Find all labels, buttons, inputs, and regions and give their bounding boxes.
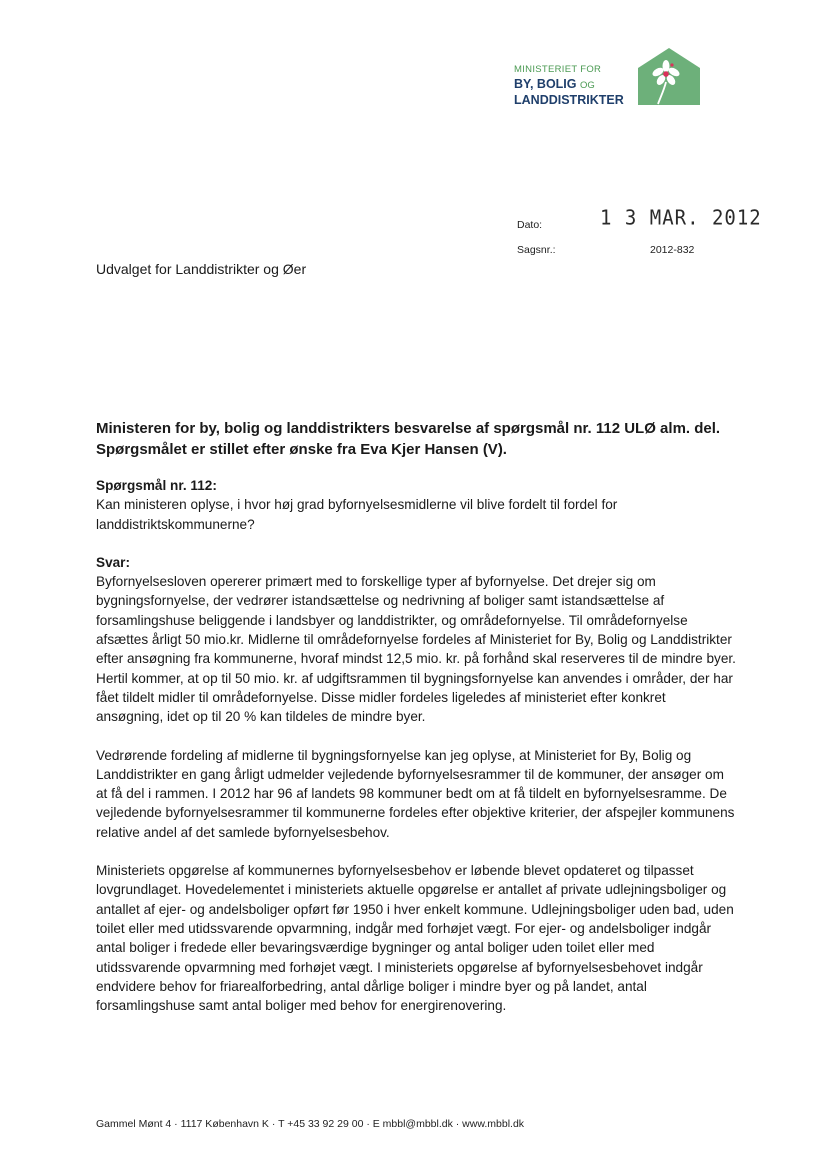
date-label: Dato: — [517, 219, 543, 231]
logo-line2-small: OG — [580, 80, 595, 91]
answer-paragraph-1: Byfornyelsesloven opererer primært med to forskellige typer af byfornyelse. Det drejer sig om bygningsfornyelse, der vedrører istandsættelse og nedrivning af boliger samt istandsættelse af forsamlingshuse beliggende i landsbyer og landdistrikter, og områdefornyelse. Til områdefornyelse afsættes årligt 50 mio.kr. Midlerne til områdefornyelse fordeles af Ministeriet for By, Bolig og Landdistrikter efter ansøgning fra kommunerne, hvoraf mindst 12,5 mio. kr. på forhånd skal reserveres til de mindre byer. Hertil kommer, at op til 50 mio. kr. af udgiftsrammen til bygningsfornyelse kan anvendes i områder, der har fået tildelt midler til områdefornyelse. Disse midler fordeles ligeledes af ministeriet efter konkret ansøgning, idet op til 20 % kan tildeles de mindre byer. — [96, 574, 736, 725]
document-title: Ministeren for by, bolig og landdistrikters besvarelse af spørgsmål nr. 112 ULØ alm. del. Spørgsmålet er stillet efter ønske fra Eva Kjer Hansen (V). — [96, 420, 721, 458]
logo-line1: MINISTERIET FOR — [514, 64, 602, 75]
case-number-label: Sagsnr.: — [517, 244, 556, 256]
ministry-logo — [514, 46, 704, 116]
document-body — [96, 476, 736, 1015]
question-label: Spørgsmål nr. 112: — [96, 478, 217, 493]
footer-contact: Gammel Mønt 4 · 1117 København K · T +45 33 92 29 00 · E mbbl@mbbl.dk · www.mbbl.dk — [96, 1118, 525, 1130]
logo-line2-main: BY, BOLIG — [514, 77, 577, 91]
logo-text — [514, 62, 624, 108]
answer-paragraph-3: Ministeriets opgørelse af kommunernes byfornyelsesbehov er løbende blevet opdateret og tilpasset lovgrundlaget. Hovedelementet i ministeriets aktuelle opgørelse er antallet af private udlejningsboliger og antallet af ejer- og andelsboliger opført før 1950 i hver enkelt kommune. Udlejningsboliger uden bad, uden toilet eller med utidssvarende opvarmning, indgår med forhøjet vægt. For ejer- og andelsboliger indgår antal boliger i fredede eller bevaringsværdige bygninger og antal boliger uden toilet eller med utidssvarende opvarmning med forhøjet vægt. I ministeriets opgørelse af byfornyelsesbehovet indgår endvidere behov for friarealforbedring, antal dårlige boliger i mindre byer og på landet, antal forsamlingshuse samt antal boliger med behov for energirenovering. — [96, 863, 734, 1014]
question-text: Kan ministeren oplyse, i hvor høj grad byfornyelsesmidlerne vil blive fordelt til fordel for landdistriktskommunerne? — [96, 497, 618, 532]
answer-paragraph-2: Vedrørende fordeling af midlerne til bygningsfornyelse kan jeg oplyse, at Ministeriet for By, Bolig og Landdistrikter en gang årligt udmelder vejledende byfornyelsesrammer til de kommuner, der ansøger om at få del i rammen. I 2012 har 96 af landets 98 kommuner bedt om at få tildelt en byfornyelsesramme. De vejledende byfornyelsesrammer til kommunerne fordeles efter objektive kriterier, der afspejler kommunens relative andel af det samlede byfornyelsesbehov. — [96, 747, 735, 840]
logo-line3: LANDDISTRIKTER — [514, 93, 624, 107]
recipient: Udvalget for Landdistrikter og Øer — [96, 261, 307, 277]
logo-line2 — [514, 77, 624, 93]
house-flower-icon — [636, 46, 702, 106]
case-number-value: 2012-832 — [650, 244, 695, 256]
date-stamp: 1 3 MAR. 2012 — [600, 206, 762, 230]
answer-label: Svar: — [96, 554, 131, 570]
